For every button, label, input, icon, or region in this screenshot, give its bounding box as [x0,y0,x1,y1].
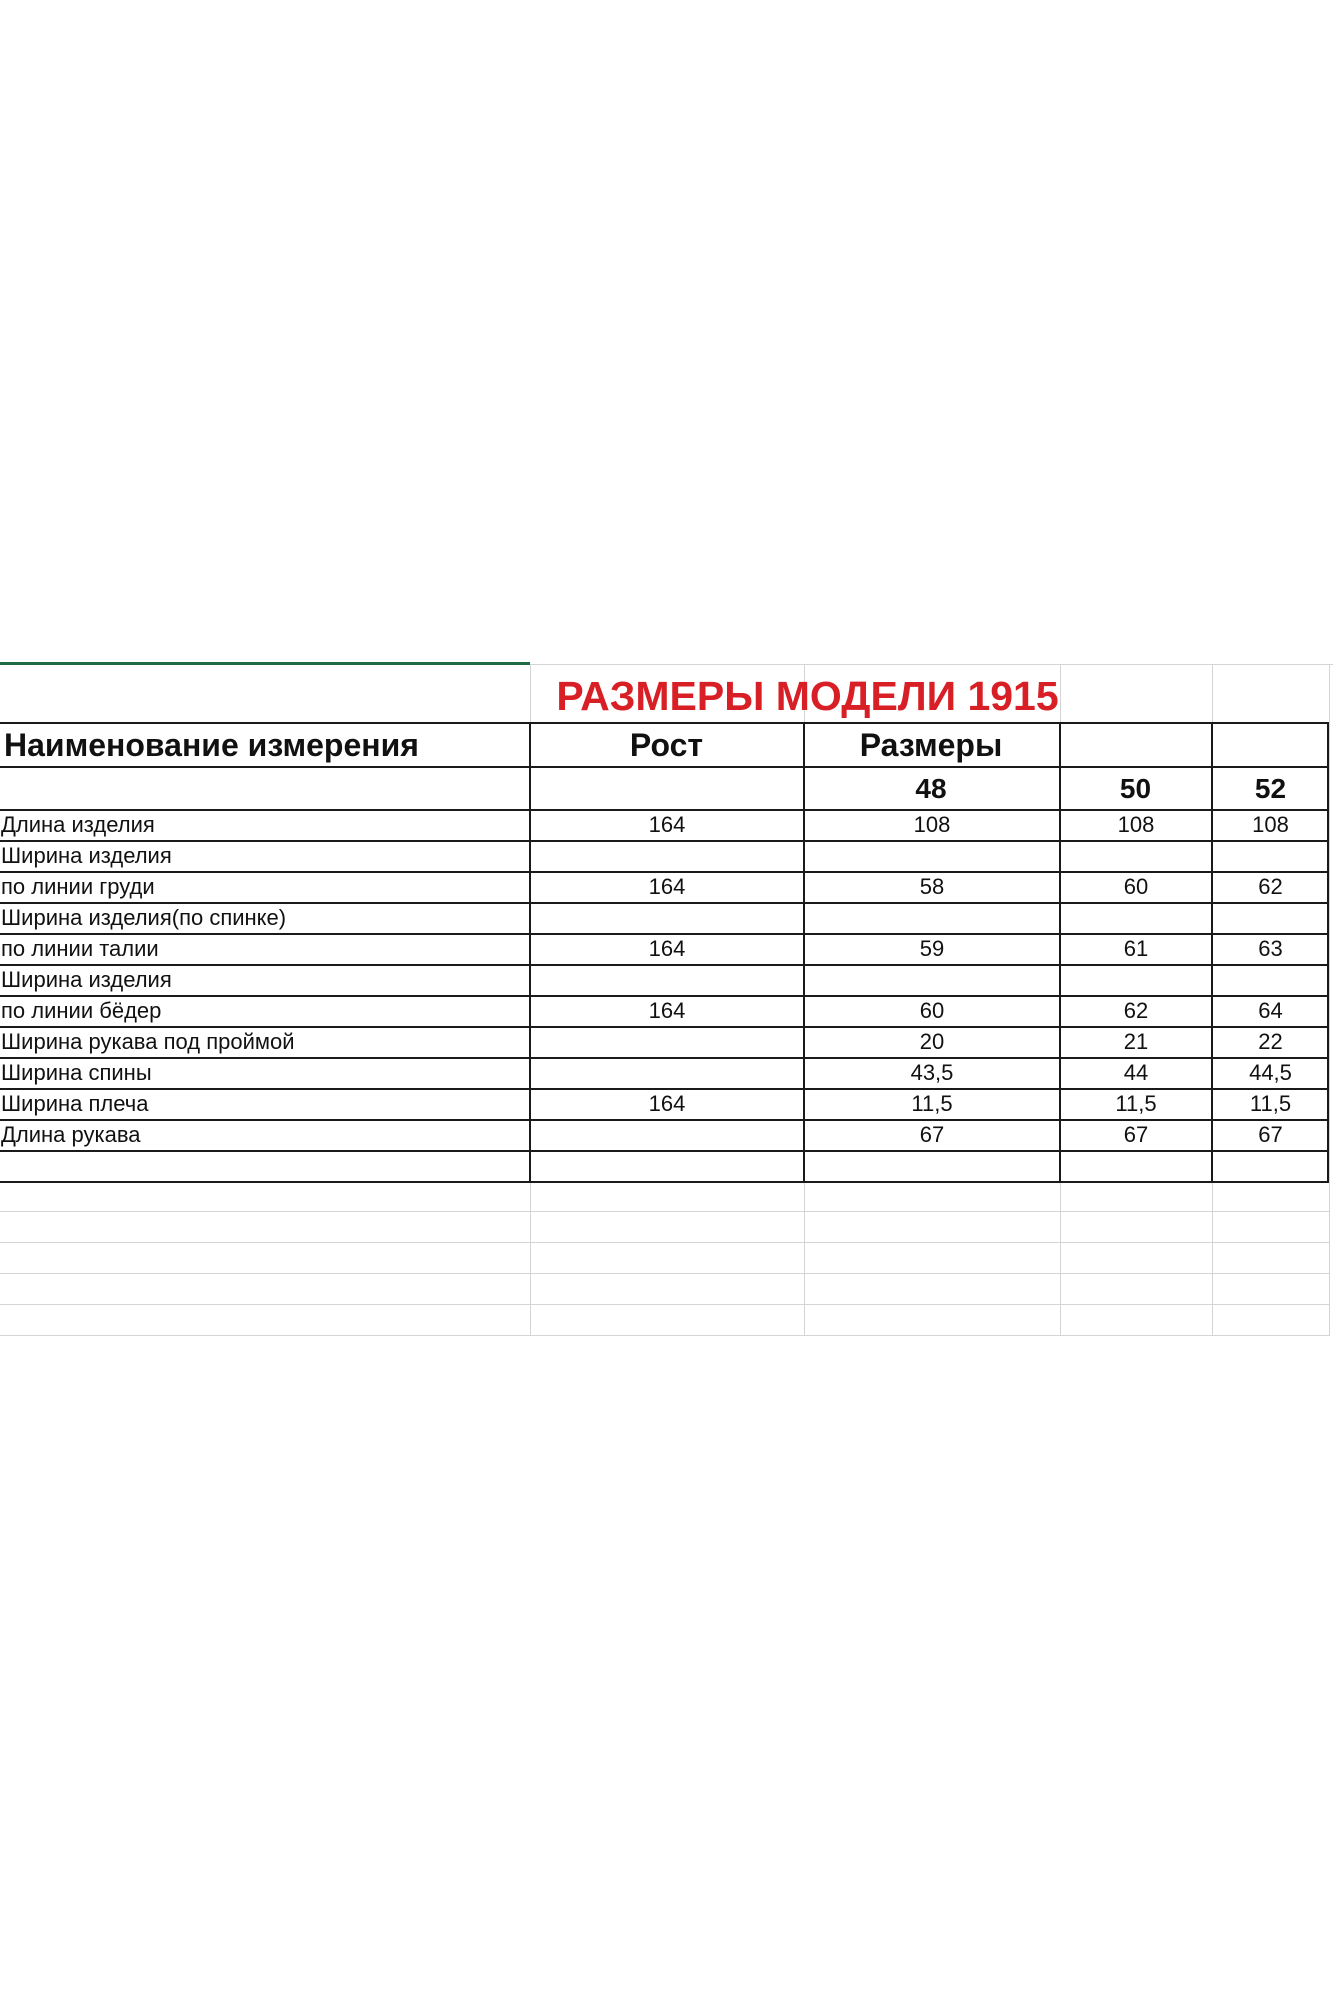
size-50-value: 67 [1123,1122,1149,1147]
size-48-value [805,903,1059,933]
measurement-name: по линии талии [1,936,159,961]
height-value: 164 [648,1091,686,1116]
size-52-value: 62 [1258,874,1283,899]
size-50-value: 60 [1123,874,1149,899]
chart-title: РАЗМЕРЫ МОДЕЛИ 1915 [556,672,1059,719]
size-48-value: 43,5 [910,1060,954,1085]
size-50-value: 61 [1123,936,1149,961]
measurement-name: по линии груди [1,874,155,899]
size-52-value: 44,5 [1249,1060,1292,1085]
size-52-value: 22 [1258,1029,1283,1054]
gridline [0,1304,1329,1305]
header-height: Рост [629,726,704,763]
size-48-value: 67 [919,1122,945,1147]
height-value [531,1120,803,1150]
measurement-name: Ширина плеча [1,1091,149,1116]
size-48-value [805,965,1059,995]
gridline [0,1335,1329,1336]
measurement-name: по линии бёдер [1,998,162,1023]
size-52-value [1213,903,1328,933]
height-value [531,1027,803,1057]
measurement-name: Ширина спины [1,1060,152,1085]
height-value: 164 [648,812,686,837]
gridline [0,1242,1329,1243]
measurement-name: Ширина рукава под проймой [1,1029,295,1054]
size-52-header: 52 [1254,772,1287,804]
size-48-value: 60 [919,998,945,1023]
selection-border [0,662,530,665]
height-value: 164 [648,874,686,899]
size-48-header: 48 [915,772,947,804]
size-50-value [1061,965,1211,995]
table-border [0,1181,1329,1183]
size-52-value: 67 [1258,1122,1283,1147]
size-52-value: 64 [1258,998,1283,1023]
size-52-value: 11,5 [1249,1091,1292,1116]
size-52-value [1213,965,1328,995]
size-50-value: 21 [1123,1029,1149,1054]
size-50-value: 11,5 [1115,1091,1157,1116]
height-value [531,903,803,933]
size-52-value: 63 [1258,936,1283,961]
gridline [0,1273,1329,1274]
size-50-value [1061,841,1211,871]
size-52-value [1213,841,1328,871]
measurement-name: Ширина изделия [1,843,172,868]
measurement-name: Ширина изделия [1,967,172,992]
size-50-header: 50 [1119,772,1152,804]
height-value [531,1058,803,1088]
table-border [0,1150,1329,1152]
size-50-value: 62 [1123,998,1149,1023]
height-value [531,965,803,995]
gridline [1329,664,1330,1336]
size-48-value: 58 [919,874,945,899]
height-value: 164 [648,998,686,1023]
height-value [531,841,803,871]
measurement-name: Ширина изделия(по спинке) [1,905,287,930]
size-50-value [1061,903,1211,933]
measurement-name: Длина рукава [1,1122,141,1147]
size-52-value: 108 [1252,812,1289,837]
size-48-value: 20 [919,1029,945,1054]
size-48-value [805,841,1059,871]
size-50-value: 108 [1117,812,1155,837]
size-48-value: 108 [913,812,951,837]
size-48-value: 11,5 [911,1091,953,1116]
gridline [0,1211,1329,1212]
size-50-value: 44 [1123,1060,1149,1085]
size-48-value: 59 [919,936,945,961]
height-value: 164 [648,936,686,961]
header-measurement-name: Наименование измерения [4,726,419,763]
measurement-name: Длина изделия [1,812,155,837]
header-sizes: Размеры [859,726,1003,763]
